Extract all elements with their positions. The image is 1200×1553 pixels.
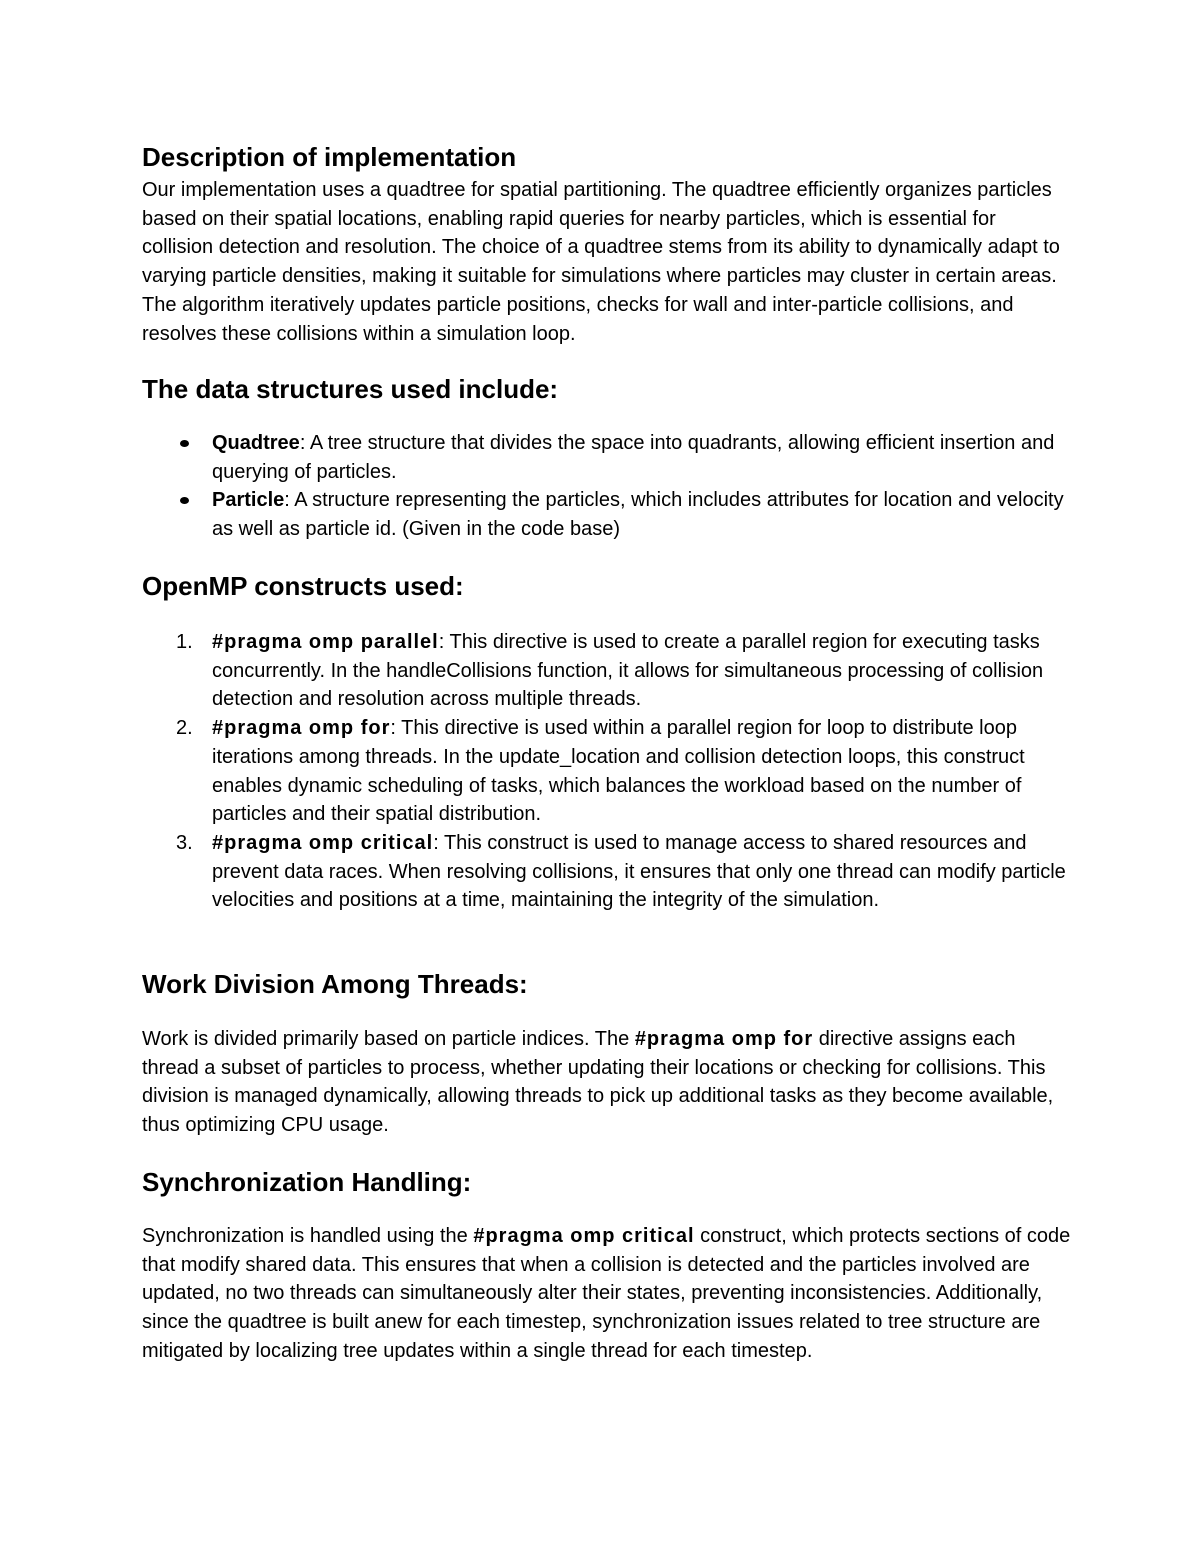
description-paragraph: Our implementation uses a quadtree for spatial partitioning. The quadtree efficiently organizes particles based on their spatial locations, enabling rapid queries for nearby particles, which is essential for collision detection and resolution. The choice of a quadtree stems from its ability to dynamically adapt to varying particle densities, making it suitable for simulations where particles may cluster in certain areas. The algorithm iteratively updates particle positions, checks for wall and inter-particle collisions, and resolves these collisions within a simulation loop. [142,179,1060,345]
synchronization-text-pre: Synchronization is handled using the [142,1225,474,1247]
list-number: 1. [176,631,193,653]
list-item-text: : A tree structure that divides the space into quadrants, allowing efficient insertion and querying of particles. [212,432,1055,483]
list-item-term: #pragma omp critical [212,831,434,854]
list-item-term: Quadtree [212,432,300,454]
data-structures-list [142,429,1072,544]
synchronization-text-post: construct, which protects sections of code that modify shared data. This ensures that when a collision is detected and the particles involved are updated, no two threads can simultaneously alter their states, preventing inconsistencies. Additionally, since the quadtree is built anew for each timestep, synchronization issues related to tree structure are mitigated by localizing tree updates within a single thread for each timestep. [142,1225,1071,1362]
list-number: 2. [176,717,193,740]
description-section [142,138,1072,348]
list-item-text: : This directive is used to create a parallel region for executing tasks concurrently. In the handleCollisions function, it allows for simultaneous processing of collision detection and resolution across multiple threads. [212,631,1044,711]
bullet-icon [180,440,189,447]
list-item [142,486,1072,543]
list-item-text: : This construct is used to manage access to shared resources and prevent data races. When resolving collisions, it ensures that only one thread can modify particle velocities and positions at a time, maintaining the integrity of the simulation. [212,831,1066,912]
description-heading: Description of implementation [142,142,517,172]
list-item-term: #pragma omp parallel [212,631,439,653]
list-item [142,714,1072,829]
data-structures-heading: The data structures used include: [142,374,559,404]
synchronization-paragraph [142,1222,1072,1366]
list-item-text: : A structure representing the particles, which includes attributes for location and velocity as well as particle id. (Given in the code base) [212,489,1064,541]
openmp-heading: OpenMP constructs used: [142,571,464,601]
synchronization-term: #pragma omp critical [473,1225,695,1247]
list-number: 3. [176,831,193,854]
work-division-heading: Work Division Among Threads: [142,969,528,999]
list-item-text: : This directive is used within a parallel region for loop to distribute loop iterations among threads. In the update_location and collision detection loops, this construct enables dynamic scheduling of tasks, which balances the workload based on the number of particles and their spatial distribution. [212,717,1025,826]
work-division-text-pre: Work is divided primarily based on particle indices. The [142,1028,635,1050]
synchronization-heading: Synchronization Handling: [142,1167,472,1197]
openmp-list [142,628,1072,915]
work-division-term: #pragma omp for [634,1028,814,1050]
list-item-term: #pragma omp for [212,717,391,740]
list-item-term: Particle [212,489,285,512]
work-division-paragraph [142,1025,1072,1140]
work-division-text-post: directive assigns each thread a subset of particles to process, whether updating their locations or checking for collisions. This division is managed dynamically, allowing threads to pick up additional tasks as they become available, thus optimizing CPU usage. [142,1028,1054,1137]
list-item [142,429,1072,486]
list-item [142,829,1072,915]
bullet-icon [180,497,189,504]
list-item [142,628,1072,714]
